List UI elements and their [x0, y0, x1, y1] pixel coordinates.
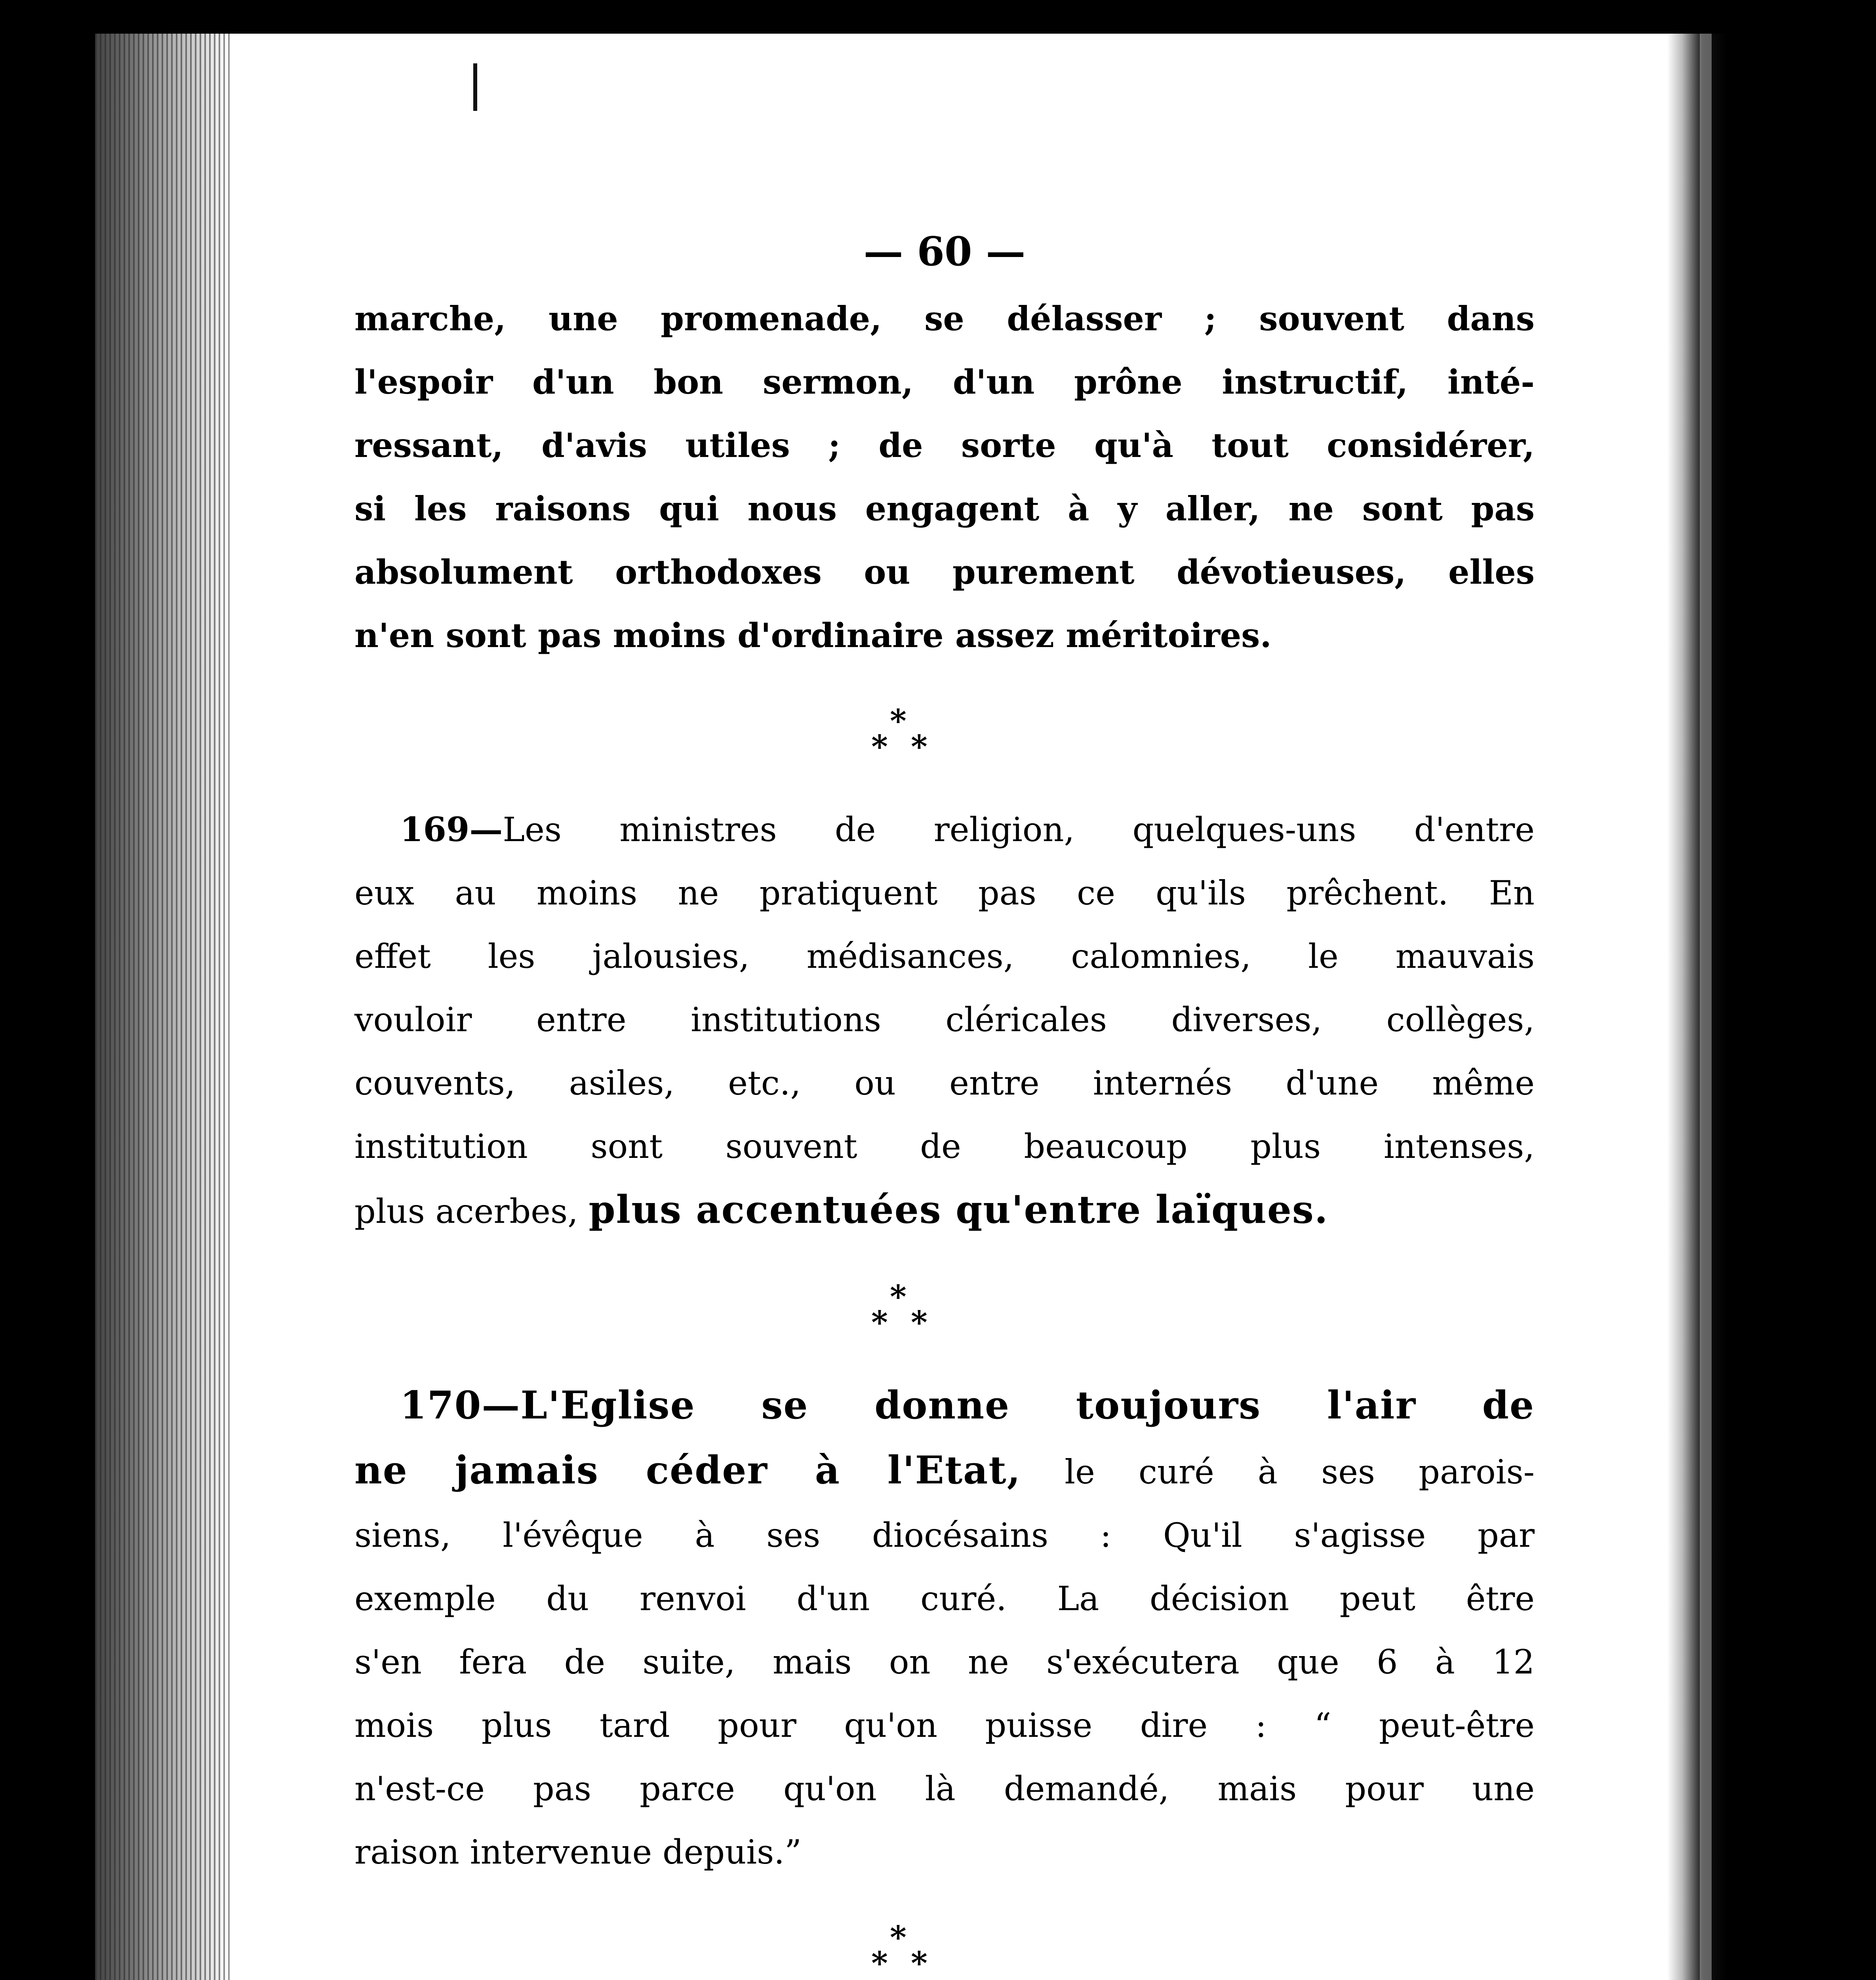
paragraph-170 [354, 1374, 1535, 1884]
text-line [354, 1439, 1535, 1504]
text-line: mois plus tard pour qu'on puisse dire : “ peut-être [354, 1706, 1535, 1745]
text-line: effet les jalousies, médisances, calomnies, le mauvais [354, 937, 1535, 976]
ink-mark [473, 63, 477, 111]
text-line: l'espoir d'un bon sermon, d'un prône instructif, inté- [354, 362, 1535, 402]
asterisk-icon: * [871, 1944, 888, 1980]
text-line: si les raisons qui nous engagent à y aller, ne sont pas [354, 489, 1535, 528]
asterisk-icon: * [890, 1919, 907, 1956]
text-line: raison intervenue depuis.” [354, 1833, 802, 1871]
asterism-separator [354, 667, 1535, 798]
scan-left-fade [95, 34, 317, 1980]
scan-right-strip [1700, 34, 1712, 1980]
scan-right-fold [1667, 34, 1727, 1980]
text-line: ressant, d'avis utiles ; de sorte qu'à tout considérer, [354, 426, 1535, 465]
asterisk-icon: * [911, 1304, 928, 1341]
asterisk-icon: * [890, 702, 907, 739]
text-line: vouloir entre institutions cléricales diverses, collèges, [354, 1000, 1535, 1039]
text-line: n'en sont pas moins d'ordinaire assez méritoires. [354, 616, 1272, 655]
emphasis-text: L'Eglise se donne toujours l'air de [520, 1383, 1535, 1428]
page-number: — 60 — [863, 228, 1026, 275]
text-segment: Les ministres de religion, quelques-uns d'entre [503, 810, 1535, 849]
text-line: eux au moins ne pratiquent pas ce qu'ils prêchent. En [354, 874, 1535, 912]
text-segment: le curé à ses parois- [1021, 1453, 1535, 1491]
asterisk-icon: * [890, 1278, 907, 1315]
text-line: s'en fera de suite, mais on ne s'exécutera que 6 à 12 [354, 1643, 1535, 1681]
asterism-separator [354, 1243, 1535, 1374]
paragraph-169 [354, 798, 1535, 1243]
text-line: exemple du renvoi d'un curé. La décision peut être [354, 1579, 1535, 1618]
paragraph-intro [354, 287, 1535, 667]
text-line [354, 1374, 1535, 1439]
asterism-separator [354, 1884, 1535, 1980]
asterisk-icon: * [911, 1944, 928, 1980]
paragraph-number: 169— [400, 810, 503, 849]
emphasis-text: plus accentuées qu'entre laïques. [589, 1187, 1329, 1232]
text-line: marche, une promenade, se délasser ; souvent dans [354, 299, 1535, 338]
text-line: siens, l'évêque à ses diocésains : Qu'il s'agisse par [354, 1516, 1535, 1555]
text-line [354, 798, 1535, 861]
asterisk-icon: * [911, 728, 928, 765]
text-line: absolument orthodoxes ou purement dévotieuses, elles [354, 552, 1535, 592]
text-segment: plus acerbes, [354, 1192, 589, 1231]
text-line: institution sont souvent de beaucoup plus intenses, [354, 1127, 1535, 1166]
paragraph-number: 170— [400, 1383, 521, 1428]
page-text [354, 216, 1535, 1980]
text-line [354, 1178, 1535, 1243]
emphasis-text: ne jamais céder à l'Etat, [354, 1448, 1021, 1493]
asterisk-icon: * [871, 1304, 888, 1341]
text-line: n'est-ce pas parce qu'on là demandé, mais pour une [354, 1769, 1535, 1808]
asterisk-icon: * [871, 728, 888, 765]
text-line: couvents, asiles, etc., ou entre internés d'une même [354, 1064, 1535, 1102]
